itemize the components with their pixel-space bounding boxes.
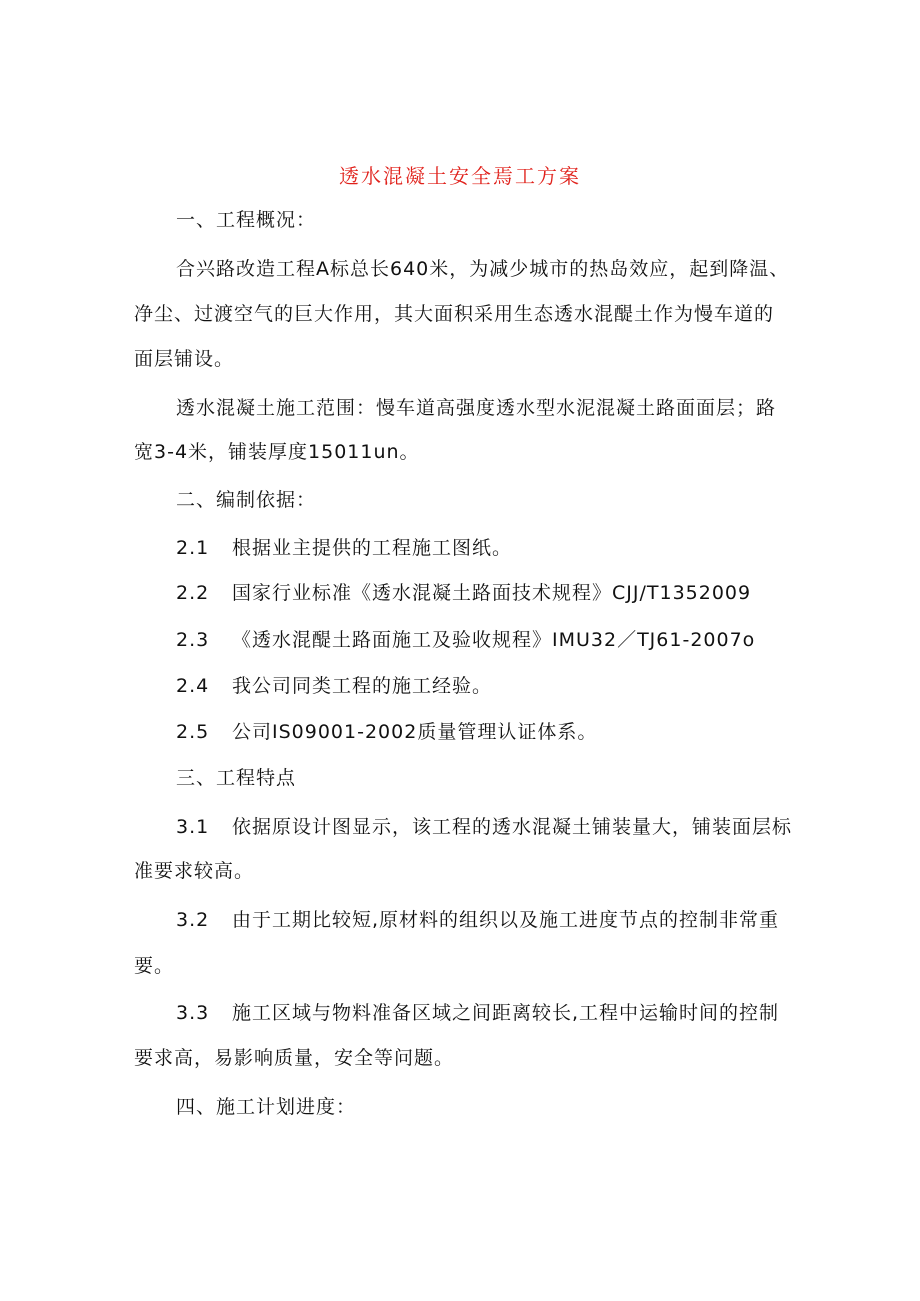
item-number: 2.4 bbox=[176, 675, 210, 697]
paragraph-line: 净尘、过渡空气的巨大作用，其大面积采用生态透水混醍土作为慢车道的 bbox=[134, 303, 775, 325]
list-item bbox=[176, 906, 779, 934]
item-text: 依据原设计图显示，该工程的透水混凝土铺装量大，铺装面层标 bbox=[232, 816, 793, 838]
list-item bbox=[176, 718, 597, 746]
section-heading-basis: 二、编制依据： bbox=[176, 489, 317, 511]
list-item bbox=[176, 672, 492, 700]
paragraph-line: 面层铺设。 bbox=[134, 348, 235, 370]
item-text: 由于工期比较短,原材料的组织以及施工进度节点的控制非常重 bbox=[232, 909, 780, 931]
paragraph-line: 要求高，易影响质量，安全等问题。 bbox=[134, 1047, 455, 1069]
paragraph-line: 透水混凝土施工范围：慢车道高强度透水型水泥混凝土路面面层；路 bbox=[176, 397, 777, 419]
item-text: 国家行业标准《透水混凝土路面技术规程》CJJ/T1352009 bbox=[232, 582, 752, 604]
section-heading-features: 三、工程特点 bbox=[176, 767, 297, 789]
item-number: 2.1 bbox=[176, 537, 210, 559]
item-number: 2.5 bbox=[176, 721, 210, 743]
item-number: 2.3 bbox=[176, 629, 210, 651]
list-item bbox=[176, 999, 779, 1027]
item-text: 我公司同类工程的施工经验。 bbox=[232, 675, 493, 697]
paragraph-line: 宽3-4米，铺装厚度15011un。 bbox=[134, 441, 420, 463]
list-item bbox=[176, 579, 751, 607]
document-title: 透水混凝土安全焉工方案 bbox=[339, 164, 581, 188]
item-text: 《透水混醍土路面施工及验收规程》IMU32／TJ61-2007o bbox=[232, 629, 756, 651]
section-heading-overview: 一、工程概况： bbox=[176, 209, 317, 231]
item-text: 根据业主提供的工程施工图纸。 bbox=[232, 537, 513, 559]
item-text: 公司IS09001-2002质量管理认证体系。 bbox=[232, 721, 598, 743]
paragraph-line: 要。 bbox=[134, 955, 175, 977]
item-number: 3.1 bbox=[176, 816, 210, 838]
list-item bbox=[176, 534, 512, 562]
item-number: 3.3 bbox=[176, 1002, 210, 1024]
item-number: 2.2 bbox=[176, 582, 210, 604]
item-number: 3.2 bbox=[176, 909, 210, 931]
paragraph-line: 准要求较高。 bbox=[134, 860, 255, 882]
item-text: 施工区域与物料准备区域之间距离较长,工程中运输时间的控制 bbox=[232, 1002, 780, 1024]
list-item bbox=[176, 813, 792, 841]
section-heading-schedule: 四、施工计划进度： bbox=[176, 1096, 357, 1118]
list-item bbox=[176, 626, 755, 654]
paragraph-line: 合兴路改造工程A标总长640米，为减少城市的热岛效应，起到降温、 bbox=[176, 258, 790, 280]
